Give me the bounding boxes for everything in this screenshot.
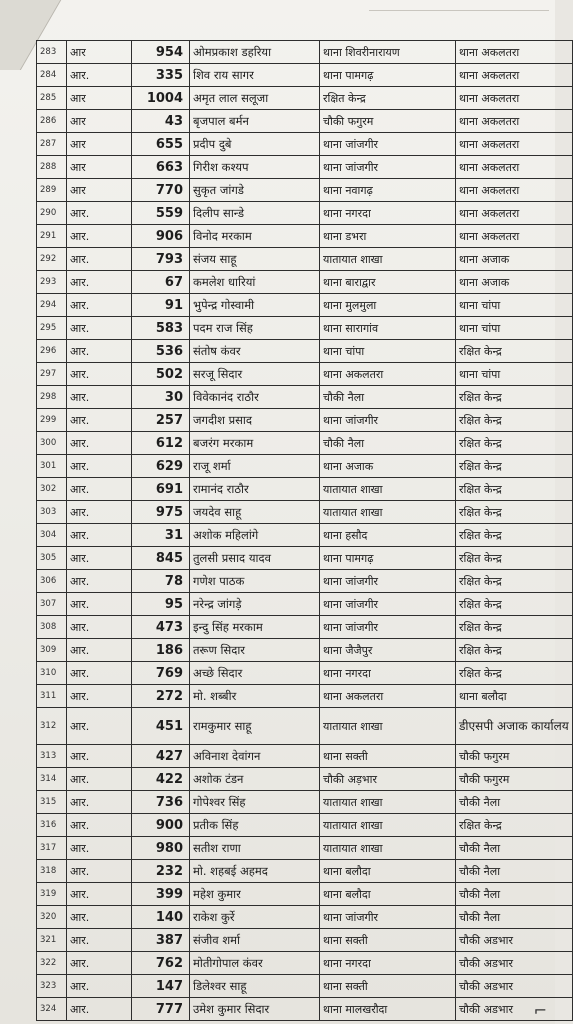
serial-number-cell: 321: [37, 929, 67, 952]
badge-number-cell: 559: [132, 202, 190, 225]
rank-cell: आर.: [67, 639, 132, 662]
current-posting-cell: थाना अजाक: [320, 455, 456, 478]
employee-name-cell: दिलीप सान्डे: [190, 202, 320, 225]
current-posting-cell: यातायात शाखा: [320, 708, 456, 745]
new-posting-cell: रक्षित केन्द्र: [456, 547, 573, 570]
current-posting-cell: थाना सक्ती: [320, 745, 456, 768]
rank-cell: आर.: [67, 906, 132, 929]
rank-cell: आर.: [67, 271, 132, 294]
table-row: [37, 791, 573, 814]
new-posting-cell: चौकी अडभार: [456, 952, 573, 975]
table-row: [37, 455, 573, 478]
current-posting-cell: थाना जांजगीर: [320, 593, 456, 616]
table-row: [37, 929, 573, 952]
badge-number-cell: 769: [132, 662, 190, 685]
serial-number-cell: 310: [37, 662, 67, 685]
employee-name-cell: भुपेन्द्र गोस्वामी: [190, 294, 320, 317]
employee-name-cell: ओमप्रकाश डहरिया: [190, 41, 320, 64]
current-posting-cell: चौकी फगुरम: [320, 110, 456, 133]
employee-name-cell: तरूण सिदार: [190, 639, 320, 662]
employee-name-cell: डिलेश्वर साहू: [190, 975, 320, 998]
serial-number-cell: 290: [37, 202, 67, 225]
badge-number-cell: 43: [132, 110, 190, 133]
serial-number-cell: 315: [37, 791, 67, 814]
rank-cell: आर: [67, 179, 132, 202]
rank-cell: आर.: [67, 409, 132, 432]
new-posting-cell: चौकी नैला: [456, 906, 573, 929]
current-posting-cell: थाना जांजगीर: [320, 409, 456, 432]
badge-number-cell: 30: [132, 386, 190, 409]
table-row: [37, 814, 573, 837]
current-posting-cell: यातायात शाखा: [320, 501, 456, 524]
employee-name-cell: कमलेश धारियां: [190, 271, 320, 294]
current-posting-cell: थाना मालखरौदा: [320, 998, 456, 1021]
rank-cell: आर: [67, 41, 132, 64]
table-row: [37, 593, 573, 616]
table-row: [37, 639, 573, 662]
new-posting-cell: रक्षित केन्द्र: [456, 593, 573, 616]
current-posting-cell: थाना जांजगीर: [320, 570, 456, 593]
rank-cell: आर.: [67, 708, 132, 745]
badge-number-cell: 793: [132, 248, 190, 271]
new-posting-cell: रक्षित केन्द्र: [456, 616, 573, 639]
new-posting-cell: थाना अकलतरा: [456, 133, 573, 156]
current-posting-cell: थाना अकलतरा: [320, 363, 456, 386]
rank-cell: आर.: [67, 225, 132, 248]
employee-name-cell: सुकृत जांगडे: [190, 179, 320, 202]
current-posting-cell: थाना जैजैपुर: [320, 639, 456, 662]
new-posting-cell: थाना अजाक: [456, 271, 573, 294]
employee-name-cell: विनोद मरकाम: [190, 225, 320, 248]
table-row: [37, 248, 573, 271]
serial-number-cell: 300: [37, 432, 67, 455]
current-posting-cell: यातायात शाखा: [320, 791, 456, 814]
current-posting-cell: थाना सक्ती: [320, 975, 456, 998]
rank-cell: आर.: [67, 791, 132, 814]
current-posting-cell: चौकी नैला: [320, 386, 456, 409]
serial-number-cell: 316: [37, 814, 67, 837]
current-posting-cell: यातायात शाखा: [320, 478, 456, 501]
employee-name-cell: प्रदीप दुबे: [190, 133, 320, 156]
badge-number-cell: 387: [132, 929, 190, 952]
serial-number-cell: 292: [37, 248, 67, 271]
serial-number-cell: 301: [37, 455, 67, 478]
serial-number-cell: 319: [37, 883, 67, 906]
rank-cell: आर: [67, 110, 132, 133]
serial-number-cell: 313: [37, 745, 67, 768]
new-posting-cell: चौकी अडभार: [456, 929, 573, 952]
new-posting-cell: थाना अकलतरा: [456, 110, 573, 133]
rank-cell: आर: [67, 87, 132, 110]
badge-number-cell: 954: [132, 41, 190, 64]
current-posting-cell: चौकी नैला: [320, 432, 456, 455]
badge-number-cell: 91: [132, 294, 190, 317]
rank-cell: आर.: [67, 745, 132, 768]
badge-number-cell: 78: [132, 570, 190, 593]
table-row: [37, 110, 573, 133]
serial-number-cell: 287: [37, 133, 67, 156]
serial-number-cell: 289: [37, 179, 67, 202]
employee-name-cell: रामानंद राठौर: [190, 478, 320, 501]
table-row: [37, 685, 573, 708]
badge-number-cell: 1004: [132, 87, 190, 110]
current-posting-cell: थाना सारागांव: [320, 317, 456, 340]
serial-number-cell: 302: [37, 478, 67, 501]
current-posting-cell: यातायात शाखा: [320, 814, 456, 837]
table-row: [37, 975, 573, 998]
serial-number-cell: 304: [37, 524, 67, 547]
employee-name-cell: शिव राय सागर: [190, 64, 320, 87]
current-posting-cell: थाना डभरा: [320, 225, 456, 248]
rank-cell: आर.: [67, 363, 132, 386]
serial-number-cell: 296: [37, 340, 67, 363]
rank-cell: आर.: [67, 998, 132, 1021]
badge-number-cell: 629: [132, 455, 190, 478]
employee-name-cell: अमृत लाल सलूजा: [190, 87, 320, 110]
current-posting-cell: थाना नगरदा: [320, 662, 456, 685]
top-edge-mark: [369, 2, 549, 11]
employee-name-cell: महेश कुमार: [190, 883, 320, 906]
rank-cell: आर.: [67, 455, 132, 478]
rank-cell: आर.: [67, 248, 132, 271]
rank-cell: आर.: [67, 432, 132, 455]
table-row: [37, 883, 573, 906]
current-posting-cell: यातायात शाखा: [320, 837, 456, 860]
current-posting-cell: थाना शिवरीनारायण: [320, 41, 456, 64]
employee-name-cell: अविनाश देवांगन: [190, 745, 320, 768]
badge-number-cell: 762: [132, 952, 190, 975]
rank-cell: आर.: [67, 547, 132, 570]
current-posting-cell: थाना नगरदा: [320, 202, 456, 225]
employee-name-cell: मोतीगोपाल कंवर: [190, 952, 320, 975]
new-posting-cell: थाना चांपा: [456, 317, 573, 340]
table-row: [37, 501, 573, 524]
serial-number-cell: 285: [37, 87, 67, 110]
serial-number-cell: 297: [37, 363, 67, 386]
transfer-table: [36, 40, 573, 1021]
badge-number-cell: 612: [132, 432, 190, 455]
new-posting-cell: थाना बलौदा: [456, 685, 573, 708]
table-row: [37, 860, 573, 883]
employee-name-cell: संजीव शर्मा: [190, 929, 320, 952]
employee-name-cell: सतीश राणा: [190, 837, 320, 860]
serial-number-cell: 311: [37, 685, 67, 708]
serial-number-cell: 306: [37, 570, 67, 593]
table-row: [37, 87, 573, 110]
new-posting-cell: थाना अकलतरा: [456, 87, 573, 110]
employee-name-cell: प्रतीक सिंह: [190, 814, 320, 837]
badge-number-cell: 147: [132, 975, 190, 998]
new-posting-cell: थाना अकलतरा: [456, 41, 573, 64]
badge-number-cell: 845: [132, 547, 190, 570]
badge-number-cell: 777: [132, 998, 190, 1021]
serial-number-cell: 305: [37, 547, 67, 570]
badge-number-cell: 422: [132, 768, 190, 791]
new-posting-cell: रक्षित केन्द्र: [456, 524, 573, 547]
employee-name-cell: जयदेव साहू: [190, 501, 320, 524]
employee-name-cell: बृजपाल बर्मन: [190, 110, 320, 133]
employee-name-cell: विवेकानंद राठौर: [190, 386, 320, 409]
serial-number-cell: 298: [37, 386, 67, 409]
badge-number-cell: 770: [132, 179, 190, 202]
employee-name-cell: गिरीश कश्यप: [190, 156, 320, 179]
current-posting-cell: थाना अकलतरा: [320, 685, 456, 708]
employee-name-cell: राजू शर्मा: [190, 455, 320, 478]
table-row: [37, 156, 573, 179]
badge-number-cell: 900: [132, 814, 190, 837]
serial-number-cell: 283: [37, 41, 67, 64]
current-posting-cell: थाना जांजगीर: [320, 156, 456, 179]
new-posting-cell: रक्षित केन्द्र: [456, 432, 573, 455]
serial-number-cell: 284: [37, 64, 67, 87]
table-row: [37, 616, 573, 639]
table-body: [37, 41, 573, 1021]
corner-mark: ⌐: [533, 1001, 547, 1020]
rank-cell: आर: [67, 156, 132, 179]
employee-name-cell: मो. शब्बीर: [190, 685, 320, 708]
table-row: [37, 317, 573, 340]
serial-number-cell: 322: [37, 952, 67, 975]
serial-number-cell: 299: [37, 409, 67, 432]
new-posting-cell: रक्षित केन्द्र: [456, 455, 573, 478]
employee-name-cell: बजरंग मरकाम: [190, 432, 320, 455]
rank-cell: आर.: [67, 294, 132, 317]
table-row: [37, 478, 573, 501]
new-posting-cell: थाना अजाक: [456, 248, 573, 271]
rank-cell: आर.: [67, 768, 132, 791]
table-row: [37, 225, 573, 248]
current-posting-cell: थाना पामगढ़: [320, 547, 456, 570]
employee-name-cell: रामकुमार साहू: [190, 708, 320, 745]
badge-number-cell: 980: [132, 837, 190, 860]
badge-number-cell: 232: [132, 860, 190, 883]
badge-number-cell: 140: [132, 906, 190, 929]
new-posting-cell: चौकी अडभार: [456, 975, 573, 998]
rank-cell: आर.: [67, 685, 132, 708]
employee-name-cell: सरजू सिदार: [190, 363, 320, 386]
badge-number-cell: 655: [132, 133, 190, 156]
badge-number-cell: 736: [132, 791, 190, 814]
serial-number-cell: 320: [37, 906, 67, 929]
current-posting-cell: थाना पामगढ़: [320, 64, 456, 87]
rank-cell: आर.: [67, 501, 132, 524]
badge-number-cell: 536: [132, 340, 190, 363]
table-row: [37, 133, 573, 156]
table-row: [37, 363, 573, 386]
serial-number-cell: 288: [37, 156, 67, 179]
employee-name-cell: उमेश कुमार सिदार: [190, 998, 320, 1021]
table-row: [37, 409, 573, 432]
table-row: [37, 340, 573, 363]
rank-cell: आर.: [67, 478, 132, 501]
table-row: [37, 524, 573, 547]
current-posting-cell: थाना बलौदा: [320, 860, 456, 883]
rank-cell: आर.: [67, 317, 132, 340]
new-posting-cell: रक्षित केन्द्र: [456, 570, 573, 593]
badge-number-cell: 67: [132, 271, 190, 294]
serial-number-cell: 293: [37, 271, 67, 294]
table-row: [37, 768, 573, 791]
employee-name-cell: नरेन्द्र जांगड़े: [190, 593, 320, 616]
serial-number-cell: 303: [37, 501, 67, 524]
new-posting-cell: थाना अकलतरा: [456, 225, 573, 248]
rank-cell: आर.: [67, 929, 132, 952]
new-posting-cell: थाना अकलतरा: [456, 202, 573, 225]
current-posting-cell: थाना जांजगीर: [320, 133, 456, 156]
serial-number-cell: 307: [37, 593, 67, 616]
rank-cell: आर.: [67, 616, 132, 639]
current-posting-cell: रक्षित केन्द्र: [320, 87, 456, 110]
table-row: [37, 179, 573, 202]
current-posting-cell: थाना नवागढ़: [320, 179, 456, 202]
new-posting-cell: रक्षित केन्द्र: [456, 639, 573, 662]
badge-number-cell: 272: [132, 685, 190, 708]
new-posting-cell: थाना अकलतरा: [456, 64, 573, 87]
rank-cell: आर.: [67, 340, 132, 363]
badge-number-cell: 583: [132, 317, 190, 340]
badge-number-cell: 473: [132, 616, 190, 639]
badge-number-cell: 691: [132, 478, 190, 501]
serial-number-cell: 295: [37, 317, 67, 340]
table-row: [37, 432, 573, 455]
new-posting-cell: रक्षित केन्द्र: [456, 409, 573, 432]
serial-number-cell: 318: [37, 860, 67, 883]
table-row: [37, 547, 573, 570]
badge-number-cell: 95: [132, 593, 190, 616]
rank-cell: आर.: [67, 975, 132, 998]
serial-number-cell: 317: [37, 837, 67, 860]
current-posting-cell: थाना बलौदा: [320, 883, 456, 906]
table-row: [37, 662, 573, 685]
current-posting-cell: थाना मुलमुला: [320, 294, 456, 317]
employee-name-cell: संतोष कंवर: [190, 340, 320, 363]
new-posting-cell: चौकी नैला: [456, 883, 573, 906]
serial-number-cell: 324: [37, 998, 67, 1021]
rank-cell: आर.: [67, 662, 132, 685]
new-posting-cell: थाना चांपा: [456, 294, 573, 317]
employee-name-cell: अशोक महिलांगे: [190, 524, 320, 547]
rank-cell: आर.: [67, 883, 132, 906]
current-posting-cell: थाना बाराद्वार: [320, 271, 456, 294]
table-row: [37, 202, 573, 225]
rank-cell: आर.: [67, 837, 132, 860]
serial-number-cell: 291: [37, 225, 67, 248]
rank-cell: आर.: [67, 814, 132, 837]
new-posting-cell: थाना अकलतरा: [456, 179, 573, 202]
table-row: [37, 64, 573, 87]
new-posting-cell: थाना चांपा: [456, 363, 573, 386]
rank-cell: आर: [67, 133, 132, 156]
new-posting-cell: डीएसपी अजाक कार्यालय: [456, 708, 573, 745]
rank-cell: आर.: [67, 570, 132, 593]
rank-cell: आर.: [67, 524, 132, 547]
serial-number-cell: 294: [37, 294, 67, 317]
badge-number-cell: 257: [132, 409, 190, 432]
badge-number-cell: 663: [132, 156, 190, 179]
new-posting-cell: थाना अकलतरा: [456, 156, 573, 179]
badge-number-cell: 31: [132, 524, 190, 547]
badge-number-cell: 906: [132, 225, 190, 248]
new-posting-cell: चौकी नैला: [456, 837, 573, 860]
badge-number-cell: 335: [132, 64, 190, 87]
badge-number-cell: 451: [132, 708, 190, 745]
badge-number-cell: 399: [132, 883, 190, 906]
current-posting-cell: थाना जांजगीर: [320, 906, 456, 929]
new-posting-cell: रक्षित केन्द्र: [456, 478, 573, 501]
employee-name-cell: तुलसी प्रसाद यादव: [190, 547, 320, 570]
table-row: [37, 41, 573, 64]
employee-name-cell: गणेश पाठक: [190, 570, 320, 593]
table-row: [37, 294, 573, 317]
table-row: [37, 708, 573, 745]
new-posting-cell: चौकी नैला: [456, 791, 573, 814]
serial-number-cell: 314: [37, 768, 67, 791]
table-row: [37, 952, 573, 975]
current-posting-cell: थाना हसौद: [320, 524, 456, 547]
serial-number-cell: 312: [37, 708, 67, 745]
new-posting-cell: रक्षित केन्द्र: [456, 501, 573, 524]
rank-cell: आर.: [67, 64, 132, 87]
table-row: [37, 386, 573, 409]
serial-number-cell: 309: [37, 639, 67, 662]
current-posting-cell: चौकी अड़भार: [320, 768, 456, 791]
badge-number-cell: 186: [132, 639, 190, 662]
table-row: [37, 271, 573, 294]
rank-cell: आर.: [67, 202, 132, 225]
current-posting-cell: यातायात शाखा: [320, 248, 456, 271]
rank-cell: आर.: [67, 952, 132, 975]
new-posting-cell: रक्षित केन्द्र: [456, 662, 573, 685]
employee-name-cell: मो. शहबई अहमद: [190, 860, 320, 883]
new-posting-cell: रक्षित केन्द्र: [456, 386, 573, 409]
rank-cell: आर.: [67, 593, 132, 616]
current-posting-cell: थाना सक्ती: [320, 929, 456, 952]
employee-name-cell: राकेश कुर्रे: [190, 906, 320, 929]
new-posting-cell: चौकी फगुरम: [456, 768, 573, 791]
serial-number-cell: 308: [37, 616, 67, 639]
badge-number-cell: 427: [132, 745, 190, 768]
employee-name-cell: जगदीश प्रसाद: [190, 409, 320, 432]
new-posting-cell: रक्षित केन्द्र: [456, 340, 573, 363]
table-row: [37, 745, 573, 768]
table-row: [37, 906, 573, 929]
rank-cell: आर.: [67, 386, 132, 409]
table-row: [37, 998, 573, 1021]
new-posting-cell: चौकी नैला: [456, 860, 573, 883]
current-posting-cell: थाना नगरदा: [320, 952, 456, 975]
table-row: [37, 837, 573, 860]
new-posting-cell: चौकी अडभार: [456, 998, 573, 1021]
new-posting-cell: रक्षित केन्द्र: [456, 814, 573, 837]
employee-name-cell: अच्छे सिदार: [190, 662, 320, 685]
serial-number-cell: 286: [37, 110, 67, 133]
employee-name-cell: अशोक टंडन: [190, 768, 320, 791]
badge-number-cell: 975: [132, 501, 190, 524]
employee-name-cell: गोपेश्वर सिंह: [190, 791, 320, 814]
rank-cell: आर.: [67, 860, 132, 883]
employee-name-cell: संजय साहू: [190, 248, 320, 271]
current-posting-cell: थाना जांजगीर: [320, 616, 456, 639]
current-posting-cell: थाना चांपा: [320, 340, 456, 363]
serial-number-cell: 323: [37, 975, 67, 998]
employee-name-cell: इन्दु सिंह मरकाम: [190, 616, 320, 639]
new-posting-cell: चौकी फगुरम: [456, 745, 573, 768]
employee-name-cell: पदम राज सिंह: [190, 317, 320, 340]
badge-number-cell: 502: [132, 363, 190, 386]
table-row: [37, 570, 573, 593]
